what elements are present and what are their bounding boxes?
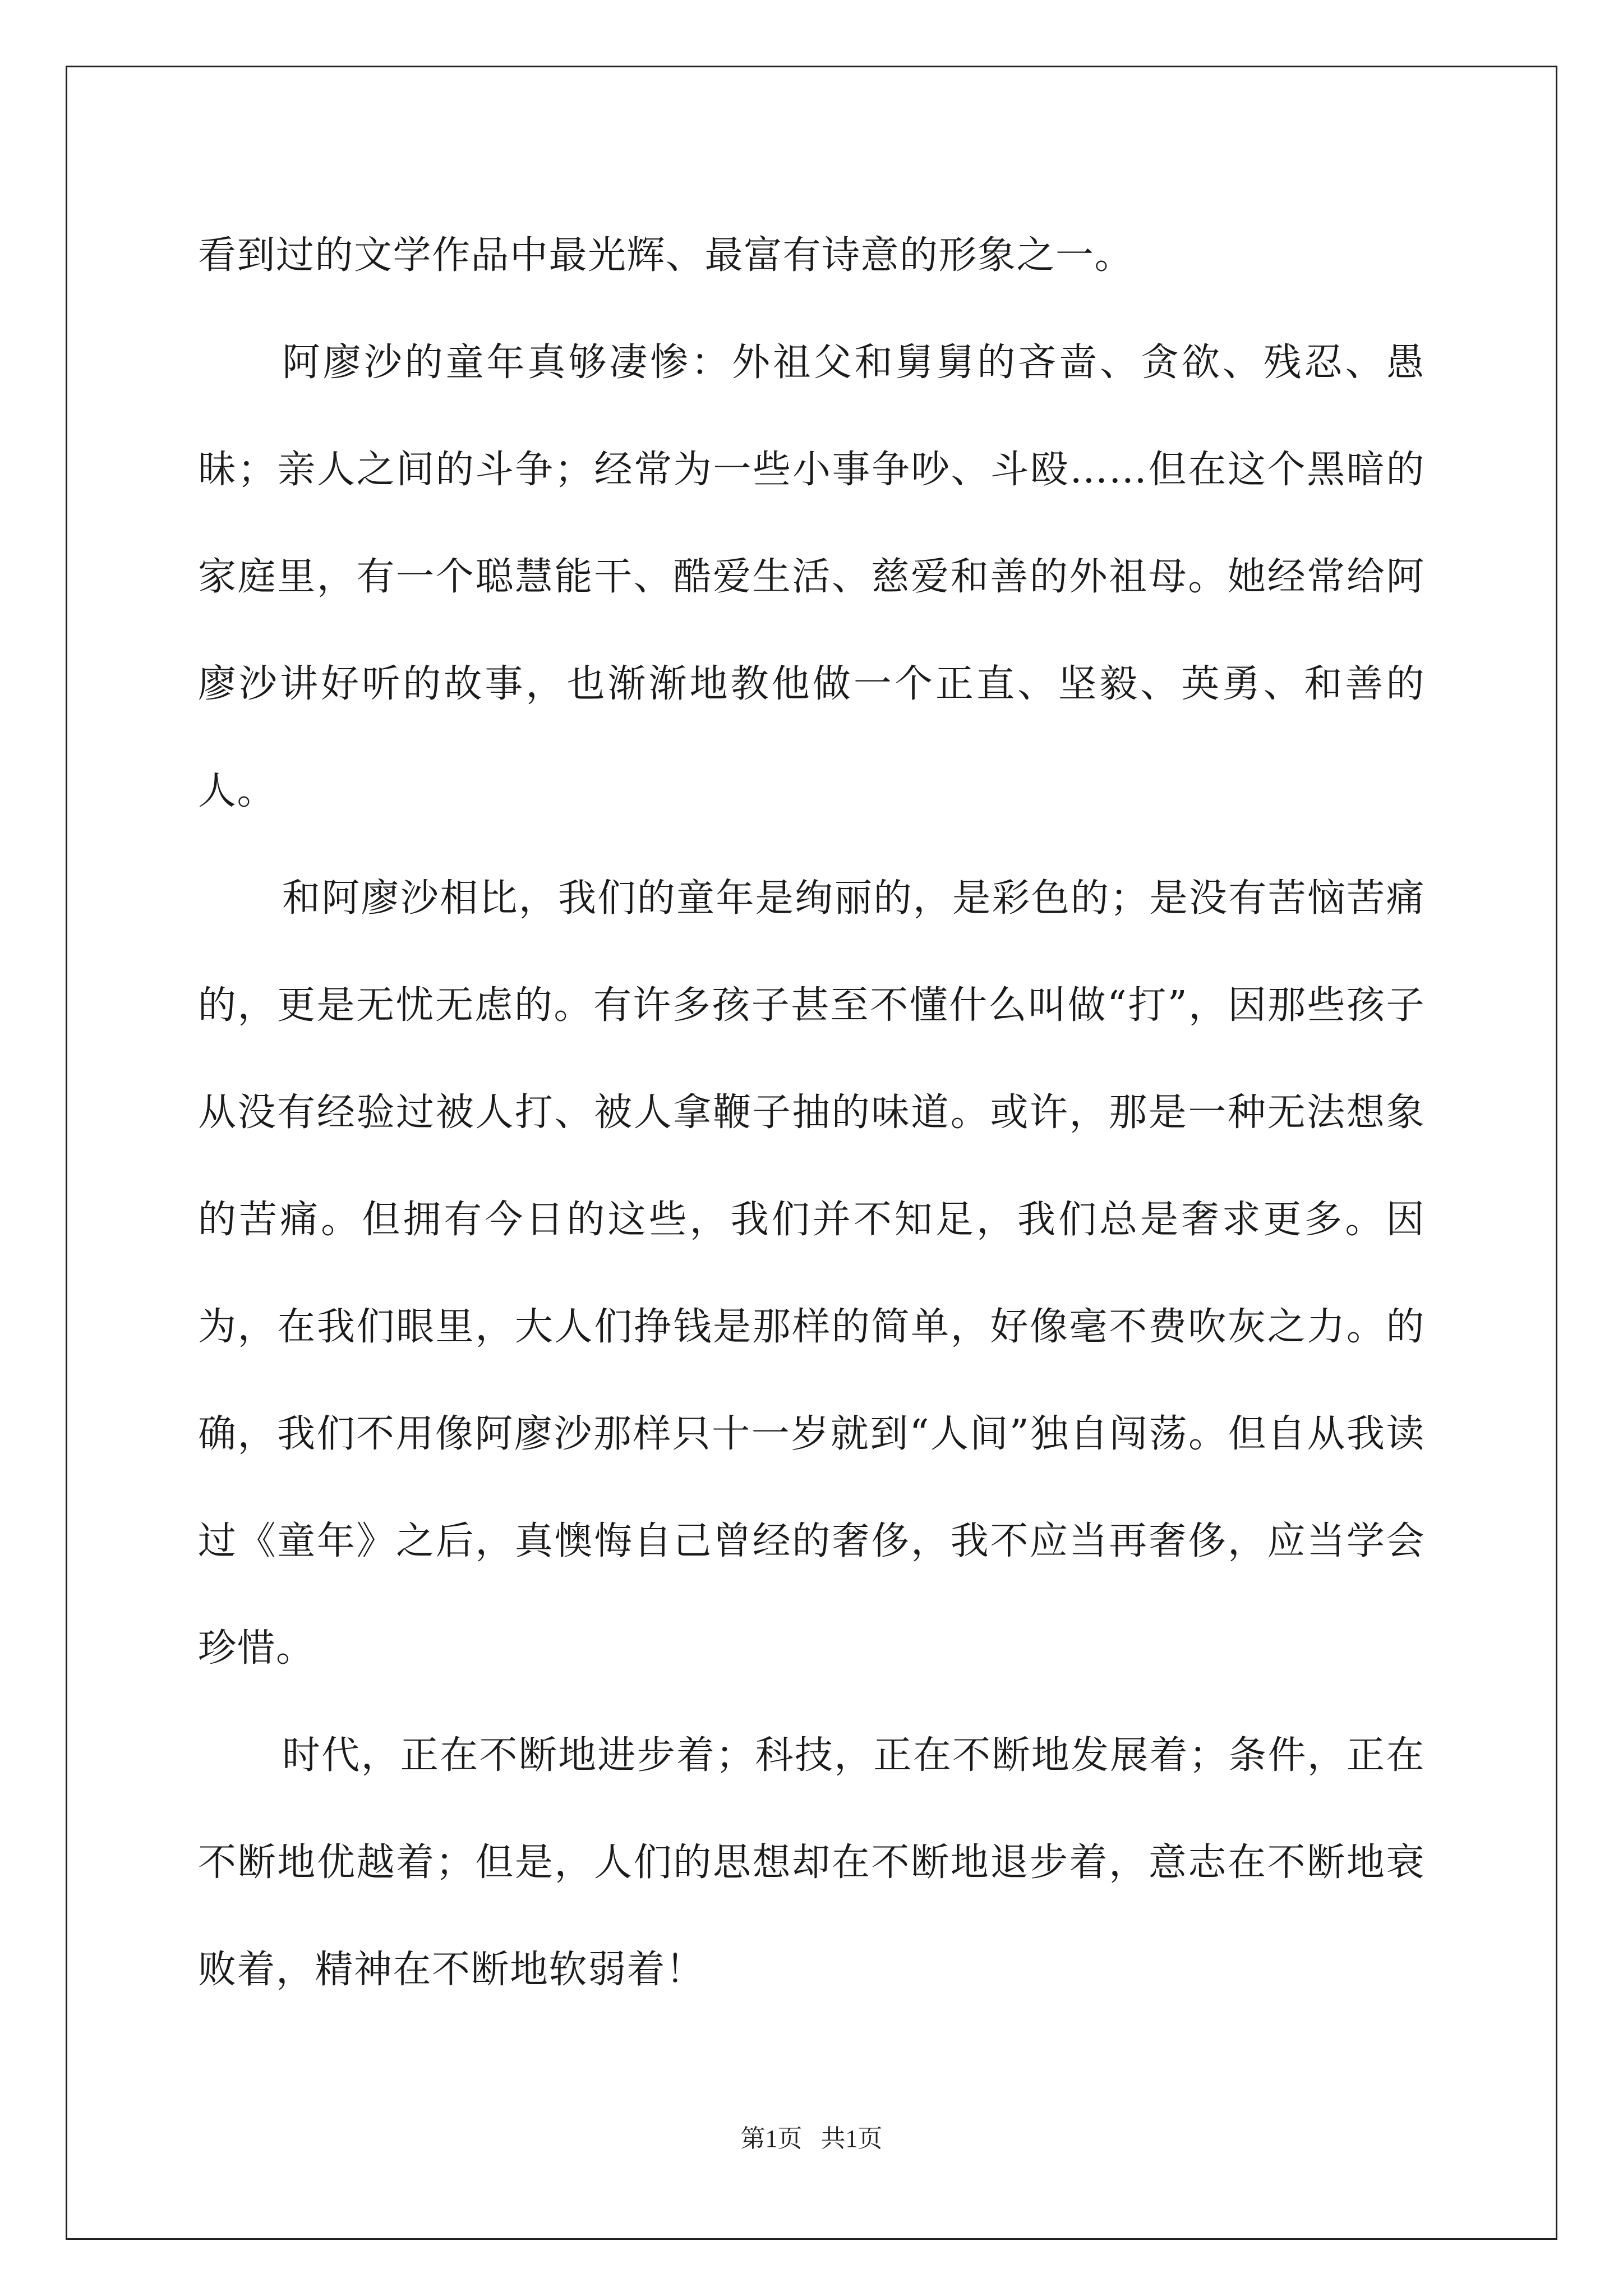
paragraph-1: 看到过的文学作品中最光辉、最富有诗意的形象之一。 (198, 233, 1134, 278)
paragraph-3: 和阿廖沙相比，我们的童年是绚丽的，是彩色的；是没有苦恼苦痛的，更是无忧无虑的。有许多孩子甚至不懂什么叫做“打”，因那些孩子从没有经验过被人打、被人拿鞭子抽的味道。或许，那是一种无法想象的苦痛。但拥有今日的这些，我们并不知足，我们总是奢求更多。因为，在我们眼里，大人们挣钱是那样的简单，好像毫不费吹灰之力。的确，我们不用像阿廖沙那样只十一岁就到“人间”独自闯荡。但自从我读过《童年》之后，真懊悔自己曾经的奢侈，我不应当再奢侈，应当学会珍惜。 (198, 876, 1425, 1671)
paragraph-2: 阿廖沙的童年真够凄惨：外祖父和舅舅的吝啬、贪欲、残忍、愚昧；亲人之间的斗争；经常为一些小事争吵、斗殴……但在这个黑暗的家庭里，有一个聪慧能干、酷爱生活、慈爱和善的外祖母。她经常给阿廖沙讲好听的故事，也渐渐地教他做一个正直、坚毅、英勇、和善的人。 (198, 341, 1425, 813)
document-body (198, 202, 1425, 2023)
paragraph-4: 时代，正在不断地进步着；科技，正在不断地发展着；条件，正在不断地优越着；但是，人们的思想却在不断地退步着，意志在不断地衰败着，精神在不断地软弱着！ (198, 1733, 1425, 1992)
page-number-footer: 第1页 共1页 (740, 2125, 883, 2152)
